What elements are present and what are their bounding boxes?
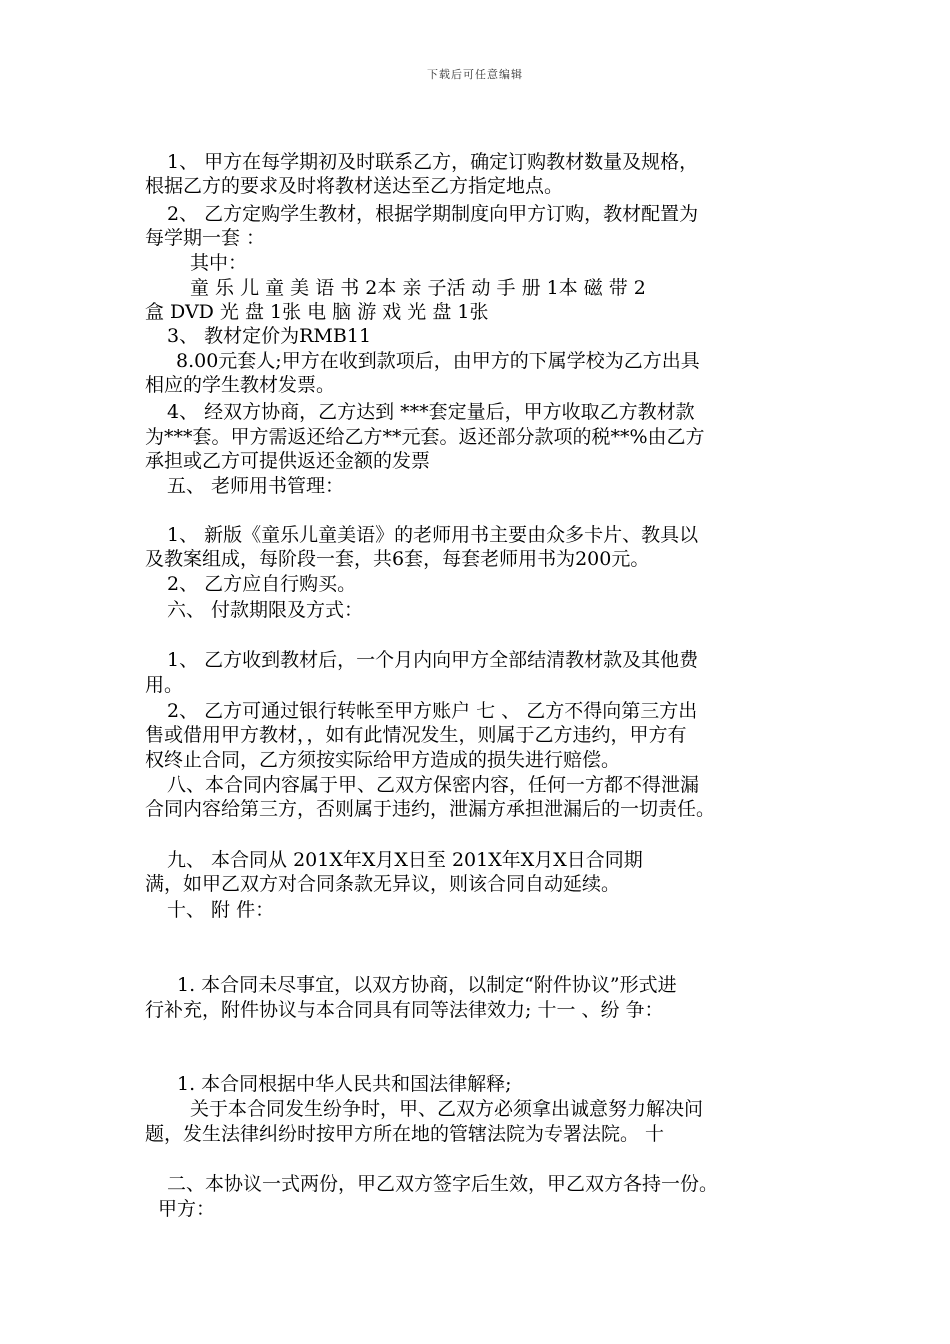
body-line: 行补充，附件协议与本合同具有同等法律效力; 十一 、纷 争： — [145, 999, 664, 1021]
body-line: 2、 乙方定购学生教材，根据学期制度向甲方订购，教材配置为 — [167, 203, 699, 225]
body-line: 其中： — [190, 252, 248, 274]
body-line: 及教案组成，每阶段一套，共6套，每套老师用书为200元。 — [145, 548, 650, 570]
section-heading: 六、 付款期限及方式： — [167, 599, 364, 621]
body-line: 八、本合同内容属于甲、乙双方保密内容，任何一方都不得泄漏 — [167, 774, 700, 796]
body-line: 相应的学生教材发票。 — [145, 374, 336, 396]
signature-line: 甲方： — [158, 1198, 216, 1220]
body-line: 1. 本合同未尽事宜，以双方协商，以制定“附件协议”形式进 — [177, 974, 677, 996]
body-line: 2、 乙方应自行购买。 — [167, 573, 357, 595]
body-line: 为***套。甲方需返还给乙方**元套。返还部分款项的税**%由乙方 — [145, 426, 705, 448]
section-heading: 十、 附 件： — [167, 899, 275, 921]
body-line: 九、 本合同从 201X年X月X日至 201X年X月X日合同期 — [167, 849, 643, 871]
body-line: 1. 本合同根据中华人民共和国法律解释; — [177, 1073, 512, 1095]
body-line: 1、 新版《童乐儿童美语》的老师用书主要由众多卡片、教具以 — [167, 524, 699, 546]
body-line: 售或借用甲方教材，，如有此情况发生，则属于乙方违约，甲方有 — [145, 724, 687, 746]
body-line: 承担或乙方可提供返还金额的发票 — [145, 450, 431, 472]
body-line: 根据乙方的要求及时将教材送达至乙方指定地点。 — [145, 175, 564, 197]
body-line: 童 乐 儿 童 美 语 书 2本 亲 子活 动 手 册 1本 磁 带 2 — [190, 277, 646, 299]
body-line: 4、 经双方协商，乙方达到 ***套定量后，甲方收取乙方教材款 — [167, 401, 695, 423]
body-line: 用。 — [145, 674, 184, 696]
body-line: 8.00元套人;甲方在收到款项后，由甲方的下属学校为乙方出具 — [176, 350, 700, 372]
body-line: 合同内容给第三方，否则属于违约，泄漏方承担泄漏后的一切责任。 — [145, 798, 716, 820]
body-line: 每学期一套 ： — [145, 227, 266, 249]
body-line: 满，如甲乙双方对合同条款无异议，则该合同自动延续。 — [145, 873, 621, 895]
body-line: 1、 甲方在每学期初及时联系乙方，确定订购教材数量及规格， — [167, 151, 699, 173]
page-header: 下载后可任意编辑 — [427, 68, 523, 81]
body-line: 权终止合同，乙方须按实际给甲方造成的损失进行赔偿。 — [145, 749, 621, 771]
body-line: 盒 DVD 光 盘 1张 电 脑 游 戏 光 盘 1张 — [145, 301, 489, 323]
body-line: 题，发生法律纠纷时按甲方所在地的管辖法院为专署法院。 十 — [145, 1123, 665, 1145]
body-line: 二、本协议一式两份，甲乙双方签字后生效，甲乙双方各持一份。 — [167, 1173, 719, 1195]
body-line: 1、 乙方收到教材后，一个月内向甲方全部结清教材款及其他费 — [167, 649, 699, 671]
body-line: 关于本合同发生纷争时，甲、乙双方必须拿出诚意努力解决问 — [190, 1098, 704, 1120]
body-line: 3、 教材定价为RMB11 — [167, 325, 372, 347]
body-line: 2、 乙方可通过银行转帐至甲方账户 七 、 乙方不得向第三方出 — [167, 700, 698, 722]
section-heading: 五、 老师用书管理： — [167, 475, 345, 497]
